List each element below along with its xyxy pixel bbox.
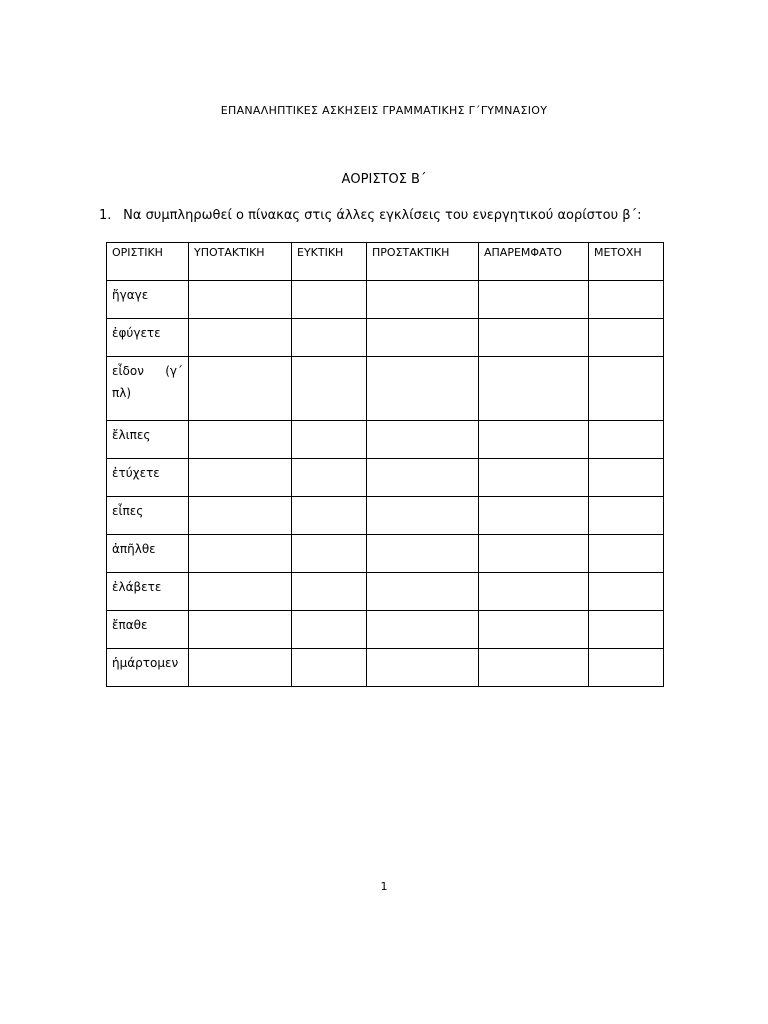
answer-cell-aparemfato[interactable] (479, 421, 589, 459)
answer-cell-prostaktiki[interactable] (367, 535, 479, 573)
answer-cell-efktiki[interactable] (292, 573, 367, 611)
answer-cell-ypotaktiki[interactable] (189, 573, 292, 611)
answer-cell-ypotaktiki[interactable] (189, 611, 292, 649)
table-row (107, 357, 664, 421)
answer-cell-efktiki[interactable] (292, 535, 367, 573)
exercise-number: 1. (99, 208, 112, 223)
answer-cell-efktiki[interactable] (292, 611, 367, 649)
verb-cell: ἔλιπες (107, 421, 189, 459)
document-title: ΕΠΑΝΑΛΗΠΤΙΚΕΣ ΑΣΚΗΣΕΙΣ ΓΡΑΜΜΑΤΙΚΗΣ Γ΄ΓΥΜΝΑΣΙΟΥ (220, 104, 548, 117)
answer-cell-metochi[interactable] (589, 319, 664, 357)
answer-cell-prostaktiki[interactable] (367, 357, 479, 421)
answer-cell-aparemfato[interactable] (479, 649, 589, 687)
verb-cell: ἐλάβετε (107, 573, 189, 611)
table-row (107, 535, 664, 573)
page-number: 1 (380, 880, 388, 893)
answer-cell-ypotaktiki[interactable] (189, 459, 292, 497)
answer-cell-aparemfato[interactable] (479, 281, 589, 319)
table-row (107, 421, 664, 459)
table-row (107, 459, 664, 497)
answer-cell-ypotaktiki[interactable] (189, 319, 292, 357)
answer-cell-efktiki[interactable] (292, 319, 367, 357)
answer-cell-ypotaktiki[interactable] (189, 649, 292, 687)
header-aparemfato: ΑΠΑΡΕΜΦΑΤΟ (479, 243, 589, 281)
table-row (107, 573, 664, 611)
answer-cell-efktiki[interactable] (292, 459, 367, 497)
answer-cell-aparemfato[interactable] (479, 573, 589, 611)
table-row (107, 319, 664, 357)
answer-cell-ypotaktiki[interactable] (189, 281, 292, 319)
answer-cell-prostaktiki[interactable] (367, 319, 479, 357)
answer-cell-metochi[interactable] (589, 611, 664, 649)
answer-cell-efktiki[interactable] (292, 357, 367, 421)
table-header-row (107, 243, 664, 281)
answer-cell-prostaktiki[interactable] (367, 281, 479, 319)
answer-cell-aparemfato[interactable] (479, 459, 589, 497)
answer-cell-efktiki[interactable] (292, 281, 367, 319)
header-metochi: ΜΕΤΟΧΗ (589, 243, 664, 281)
answer-cell-aparemfato[interactable] (479, 535, 589, 573)
answer-cell-metochi[interactable] (589, 573, 664, 611)
verb-cell: ἀπῆλθε (107, 535, 189, 573)
answer-cell-metochi[interactable] (589, 281, 664, 319)
answer-cell-metochi[interactable] (589, 535, 664, 573)
answer-cell-efktiki[interactable] (292, 421, 367, 459)
answer-cell-efktiki[interactable] (292, 497, 367, 535)
answer-cell-prostaktiki[interactable] (367, 649, 479, 687)
answer-cell-efktiki[interactable] (292, 649, 367, 687)
answer-cell-metochi[interactable] (589, 357, 664, 421)
answer-cell-metochi[interactable] (589, 421, 664, 459)
answer-cell-aparemfato[interactable] (479, 319, 589, 357)
answer-cell-ypotaktiki[interactable] (189, 357, 292, 421)
answer-cell-prostaktiki[interactable] (367, 459, 479, 497)
verb-cell: εἶδον (γ΄ πλ) (107, 357, 189, 421)
answer-cell-aparemfato[interactable] (479, 357, 589, 421)
table-row (107, 497, 664, 535)
answer-cell-prostaktiki[interactable] (367, 611, 479, 649)
table-row (107, 611, 664, 649)
answer-cell-aparemfato[interactable] (479, 497, 589, 535)
answer-cell-aparemfato[interactable] (479, 611, 589, 649)
answer-cell-metochi[interactable] (589, 649, 664, 687)
answer-cell-ypotaktiki[interactable] (189, 421, 292, 459)
table-row (107, 281, 664, 319)
header-prostaktiki: ΠΡΟΣΤΑΚΤΙΚΗ (367, 243, 479, 281)
verb-cell: ἔπαθε (107, 611, 189, 649)
exercise-instruction (99, 208, 641, 223)
verb-cell: ἤγαγε (107, 281, 189, 319)
header-efktiki: ΕΥΚΤΙΚΗ (292, 243, 367, 281)
answer-cell-ypotaktiki[interactable] (189, 497, 292, 535)
exercise-text: Να συμπληρωθεί ο πίνακας στις άλλες εγκλίσεις του ενεργητικού αορίστου β΄: (123, 208, 642, 223)
verb-cell: ἐτύχετε (107, 459, 189, 497)
header-oristiki: ΟΡΙΣΤΙΚΗ (107, 243, 189, 281)
answer-cell-ypotaktiki[interactable] (189, 535, 292, 573)
answer-cell-metochi[interactable] (589, 497, 664, 535)
verb-cell: ἡμάρτομεν (107, 649, 189, 687)
answer-cell-prostaktiki[interactable] (367, 573, 479, 611)
verb-cell: εἶπες (107, 497, 189, 535)
header-ypotaktiki: ΥΠΟΤΑΚΤΙΚΗ (189, 243, 292, 281)
table-row (107, 649, 664, 687)
answer-cell-metochi[interactable] (589, 459, 664, 497)
conjugation-table (106, 242, 664, 687)
answer-cell-prostaktiki[interactable] (367, 497, 479, 535)
section-title: ΑΟΡΙΣΤΟΣ Β΄ (341, 172, 427, 187)
verb-cell: ἐφύγετε (107, 319, 189, 357)
answer-cell-prostaktiki[interactable] (367, 421, 479, 459)
